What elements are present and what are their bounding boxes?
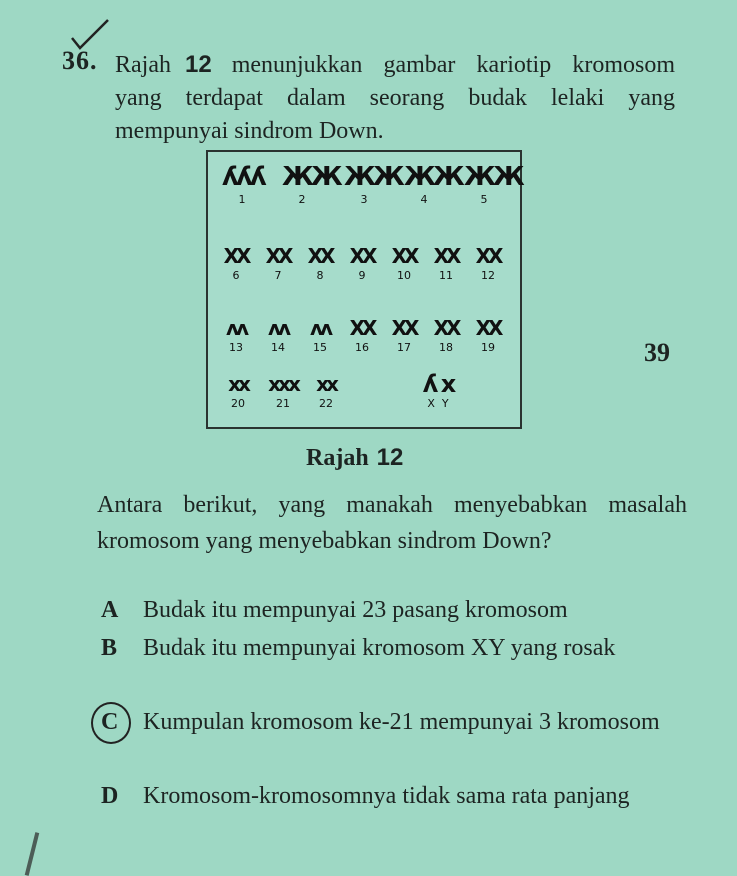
option-text: Kromosom-kromosomnya tidak sama rata panjang (143, 783, 630, 809)
option-letter: A (101, 597, 119, 623)
option-letter: B (101, 635, 118, 661)
chromosome-pair-5: ЖЖ 5 (464, 162, 522, 206)
sex-chromosome-x-label: X (427, 397, 435, 410)
caption-figure-number: 12 (376, 444, 404, 471)
chromosome-group-21: xxx 21 (268, 372, 298, 410)
chromosome-pair-1: ʎʎʎ 1 (222, 162, 264, 206)
sex-chromosomes: ʎ x X Y (422, 370, 454, 410)
chromosome-pair-7: ХХ 7 (265, 244, 291, 282)
chromosome-pair-3: ЖЖ 3 (344, 162, 402, 206)
question-text: Antara berikut, yang manakah menyebabkan masalah kromosom yang menyebabkan sindrom Down? (97, 492, 687, 554)
figure-caption (306, 444, 403, 472)
chromosome-pair-18: ХХ 18 (433, 316, 459, 354)
option-text: Kumpulan kromosom ke-21 mempunyai 3 kromosom (143, 709, 660, 735)
question-number: 36. (62, 46, 98, 75)
chromosome-pair-13: ʌʌ 13 (225, 316, 247, 354)
chromosome-pair-19: ХХ 19 (475, 316, 501, 354)
chromosome-pair-16: ХХ 16 (349, 316, 375, 354)
karyotype-figure (206, 150, 522, 429)
chromosome-pair-12: ХХ 12 (475, 244, 501, 282)
chromosome-pair-20: xx 20 (228, 372, 248, 410)
chromosome-pair-4: ЖЖ 4 (404, 162, 462, 206)
page-number: 39 (644, 338, 670, 367)
option-letter: D (101, 783, 119, 809)
figure-reference: 12 (184, 51, 212, 78)
option-letter: C (101, 709, 119, 735)
sex-chromosome-y-label: Y (441, 397, 449, 410)
chromosome-pair-22: xx 22 (316, 372, 336, 410)
chromosome-pair-6: ХХ 6 (223, 244, 249, 282)
chromosome-pair-15: ʌʌ 15 (309, 316, 331, 354)
chromosome-pair-2: ЖЖ 2 (282, 162, 340, 206)
caption-label: Rajah (306, 445, 369, 471)
option-text: Budak itu mempunyai 23 pasang kromosom (143, 597, 568, 623)
option-text: Budak itu mempunyai kromosom XY yang rosak (143, 635, 616, 661)
stem-intro: Rajah (115, 52, 171, 78)
chromosome-pair-10: ХХ 10 (391, 244, 417, 282)
chromosome-pair-11: ХХ 11 (433, 244, 459, 282)
stem-text: menunjukkan gambar kariotip kromosom yang terdapat dalam seorang budak lelaki yang mempunyai sindrom Down. (115, 52, 675, 144)
chromosome-pair-8: ХХ 8 (307, 244, 333, 282)
chromosome-pair-14: ʌʌ 14 (267, 316, 289, 354)
chromosome-pair-17: ХХ 17 (391, 316, 417, 354)
chromosome-pair-9: ХХ 9 (349, 244, 375, 282)
pen-mark (25, 832, 40, 876)
question-stem (115, 48, 675, 148)
